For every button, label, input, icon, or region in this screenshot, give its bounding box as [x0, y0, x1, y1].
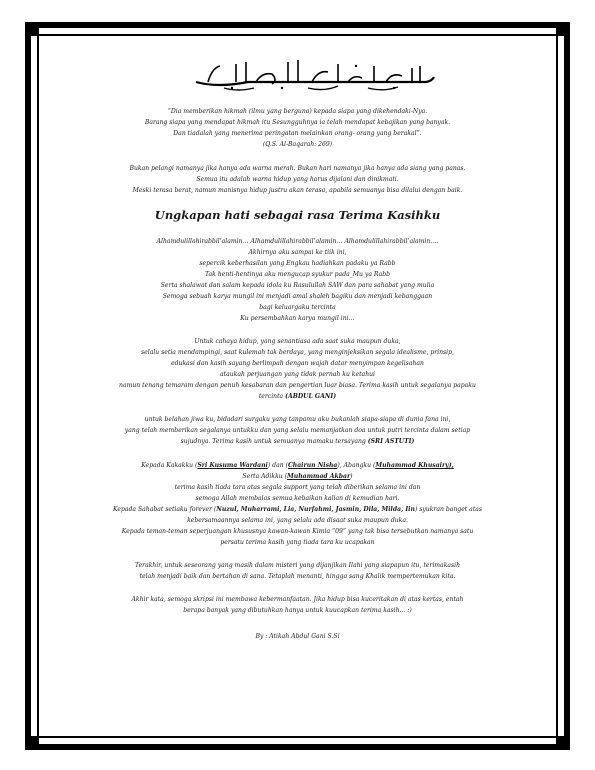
quote-line: Barang siapa yang mendapat hikmah itu Sesungguhnya ia telah mendapat kebajikan yang banyak. [144, 119, 451, 126]
father-name: (ABDUL GANI) [285, 393, 337, 400]
quote-line: “Dia memberikan hikmah (ilmu yang berguna) kepada siapa yang dikehendaki-Nya. [167, 108, 428, 115]
siblings-connector: ) dan ( [267, 462, 288, 469]
mother-dedication-line [48, 438, 547, 445]
father-dedication-line: namun tenang temaram dengan penuh kesabaran dan pengertian luar biasa. Terima kasih untuk segalanya papaku [119, 382, 476, 389]
reflection-line: Bukan pelangi namanya jika hanya ada warna merah. Bukan hari namanya jika hanya ada siang yang panas. [129, 165, 466, 172]
siblings-connector: ) [350, 473, 353, 480]
siblings-prefix: Kepada Kakakku ( [141, 462, 198, 469]
sibling-name: Chairun Nisha [287, 462, 338, 469]
closing-line: telah menjadi baik dan bertahan di sana. Tetaplah menanti, hingga sang Khalik mempertemukan kita. [139, 573, 456, 580]
basmala-calligraphy [188, 58, 438, 92]
mother-name: (SRI ASTUTI) [367, 438, 415, 445]
mother-dedication-text: sujudnya. Terima kasih untuk semuanya mamaku tersayang [180, 438, 366, 445]
border-corner [25, 22, 39, 36]
basmala-calligraphy-graphic [188, 58, 438, 92]
friends-line: persatu terima kasih yang tiada tara ku ucapakan [220, 539, 375, 546]
gratitude-line: Serta shalawat dan salam kepada idola ku Rasulullah SAW dan para sahabat yang mulia [160, 282, 435, 289]
reflection-line: Meski terasa berat, namun manisnya hidup justru akan terasa, apabila semuanya bisa dilalui dengan baik. [132, 187, 463, 194]
signature: By : Atikah Abdul Gani S.Si [255, 633, 340, 640]
gratitude-line: Ku persembahkan karya mungil ini… [240, 315, 355, 322]
gratitude-line: Semoga sebuah karya mungil ini menjadi amal shaleh bagiku dan menjadi kebanggaan [162, 293, 433, 300]
friends-names: Nuzul, Muharrami, Lia, Nurfahmi, Jasmin, Dila, Milda, Iin [216, 506, 415, 513]
sibling-name: Muhammad Khusairy), [375, 462, 454, 469]
mother-dedication-line: yang telah memberikan segalanya untukku dan yang selalu memanjatkan doa untuk putri tercinta dalam setiap [124, 427, 471, 434]
father-dedication-line: edukasi dan kasih sayang berlimpah dengan wajah datar menyimpan kegelisahan [171, 360, 424, 367]
border-corner [556, 22, 570, 36]
gratitude-line: bagi keluargaku tercinta [259, 304, 336, 311]
father-dedication-line [48, 393, 547, 400]
dedication-page [48, 46, 547, 736]
closing-line: berapa banyak yang dibutuhkan hanya untuk kuucapkan terima kasih... :) [183, 607, 412, 614]
father-dedication-line: ataukah perjuangan yang tidak pernah ku ketahui [220, 371, 375, 378]
siblings-line: terima kasih tiada tara atas segala support yang telah diberikan selama ini dan [174, 484, 421, 491]
friends-line: kebersamaannya selama ini, yang selalu ada disaat suka maupun duka. [187, 517, 408, 524]
sibling-name: Muhammad Akbar [287, 473, 351, 480]
quote-reference: (Q.S. Al-Baqarah: 269) [262, 141, 333, 148]
closing-line: Terakhir, untuk seseorang yang masih dalam misteri yang dijanjikan Ilahi yang siapapun itu, terimakasih [134, 562, 461, 569]
closing-line: Akhir kata, semoga skripsi ini membawa kebermanfaatan. Jika hidup bisa kuceritakan di atas kertas, entah [131, 596, 464, 603]
siblings-connector: ), Abangku ( [337, 462, 376, 469]
siblings-prefix: Serta Adikku ( [242, 473, 288, 480]
border-corner [25, 736, 39, 750]
page-title: Ungkapan hati sebagai rasa Terima Kasihku [154, 208, 441, 222]
siblings-line [48, 462, 547, 469]
gratitude-line: Akhirnya aku sampai ke tiik ini, [248, 249, 347, 256]
siblings-line [48, 473, 547, 480]
border-corner [556, 736, 570, 750]
friends-suffix: ) syukran banget atas [414, 506, 483, 513]
mother-dedication-line: untuk belahan jiwa ku, bidadari surgaku yang tanpamu aku bukanlah siapa-siapa di dunia fana ini, [144, 416, 451, 423]
gratitude-line: Tak henti-hentinya aku mengucap syukur pada_Mu ya Rabb [204, 271, 391, 278]
siblings-line: semoga Allah membalas semua kebaikan kalian di kemudian hari. [195, 495, 400, 502]
reflection-line: Semua itu adalah warna hidup yang harus dijalani dan dinikmati. [196, 176, 399, 183]
father-dedication-text: tercinta [258, 393, 284, 400]
quote-line: Dan tiadalah yang menerima peringatan melainkan orang- orang yang berakal”. [173, 130, 422, 137]
sibling-name: Sri Kusuma Wardani [197, 462, 268, 469]
gratitude-line: Alhamdulillahirabbil’alamin… Alhamdulillahirabbil’alamin… Alhamdulillahirabbil’alamin…. [156, 238, 439, 245]
father-dedication-line: selalu setia mendampingi, saat kulemah tak berdaya, yang menginjeksikan segala idealisme, prinsip, [141, 349, 454, 356]
friends-line [48, 506, 547, 513]
friends-prefix: Kepada Sahabat setiaku forever ( [112, 506, 217, 513]
gratitude-line: sepercik keberhasilan yang Engkau hadiahkan padaku ya Rabb [199, 260, 396, 267]
friends-line: Kepada teman-teman seperjuangan khususnya kawan-kawan Kimia “09” yang tak bisa tersebutkan namanya satu [121, 528, 474, 535]
father-dedication-line: Untuk cahaya hidup, yang senantiasa ada saat suka maupun duka, [194, 338, 401, 345]
